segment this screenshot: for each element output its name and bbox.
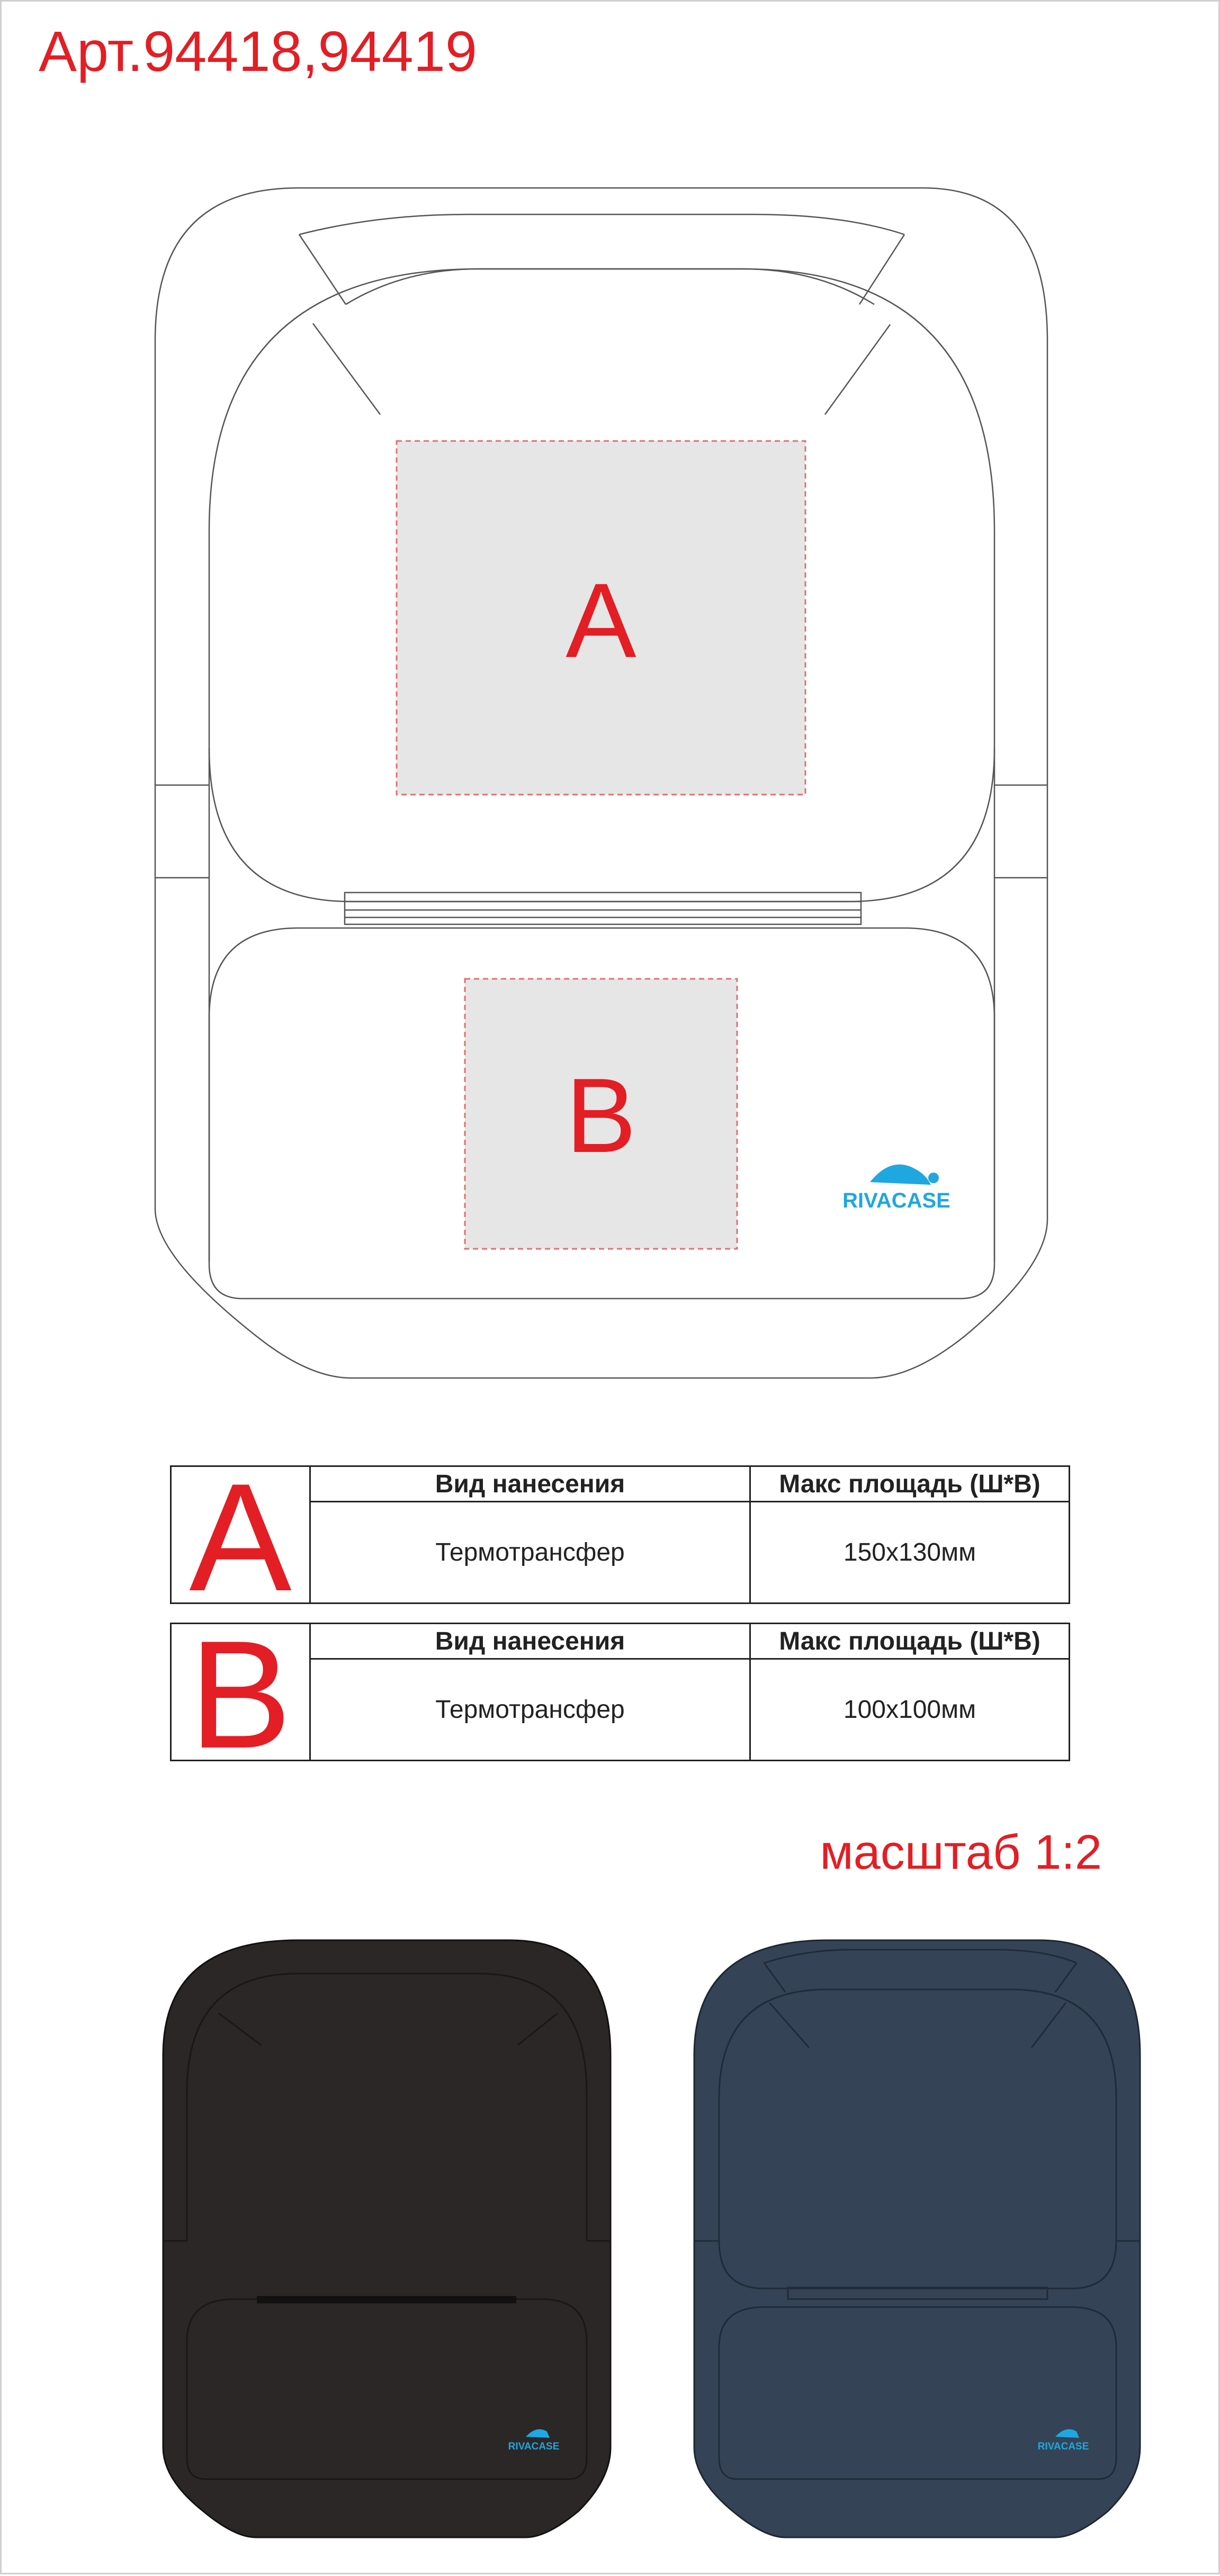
spec-a-area-value: 150x130мм (749, 1502, 1070, 1604)
band-right-edge (859, 235, 904, 304)
top-band-outer (299, 214, 904, 235)
spec-b-area-value: 100x100мм (749, 1660, 1070, 1761)
black-variant-brand: RIVACASE (508, 2441, 560, 2452)
top-band-inner (346, 269, 874, 304)
spec-a-zone-letter: A (170, 1465, 311, 1604)
blue-variant-brand: RIVACASE (1037, 2441, 1089, 2452)
backpack-technical-drawing (2, 2, 1220, 2576)
seam-left (313, 323, 380, 415)
backpack-blue-variant (694, 1940, 1140, 2537)
zipper-strip (345, 893, 861, 924)
print-zone-b (465, 979, 737, 1249)
spec-table-b (170, 1609, 1070, 1780)
zone-a-label: A (566, 562, 636, 680)
spec-b-zone-letter: B (170, 1623, 311, 1761)
spec-a-method-value: Термотрансфер (311, 1502, 749, 1604)
turtle-icon (870, 1165, 931, 1185)
spec-a-area-header: Макс площадь (Ш*В) (749, 1465, 1070, 1502)
spec-b-area-header: Макс площадь (Ш*В) (749, 1623, 1070, 1660)
backpack-black-variant (163, 1940, 611, 2537)
spec-table-a (170, 1452, 1070, 1623)
spec-b-method-header: Вид нанесения (311, 1623, 749, 1660)
brand-text: RIVACASE (842, 1189, 950, 1212)
spec-b-method-value: Термотрансфер (311, 1660, 749, 1761)
print-zone-a (397, 441, 805, 795)
scale-label: масштаб 1:2 (820, 1825, 1102, 1879)
seam-right (825, 325, 890, 415)
article-title: Арт.94418,94419 (39, 19, 477, 83)
spec-a-method-header: Вид нанесения (311, 1465, 749, 1502)
rivacase-logo (842, 1165, 950, 1212)
zone-b-label: B (566, 1057, 636, 1175)
